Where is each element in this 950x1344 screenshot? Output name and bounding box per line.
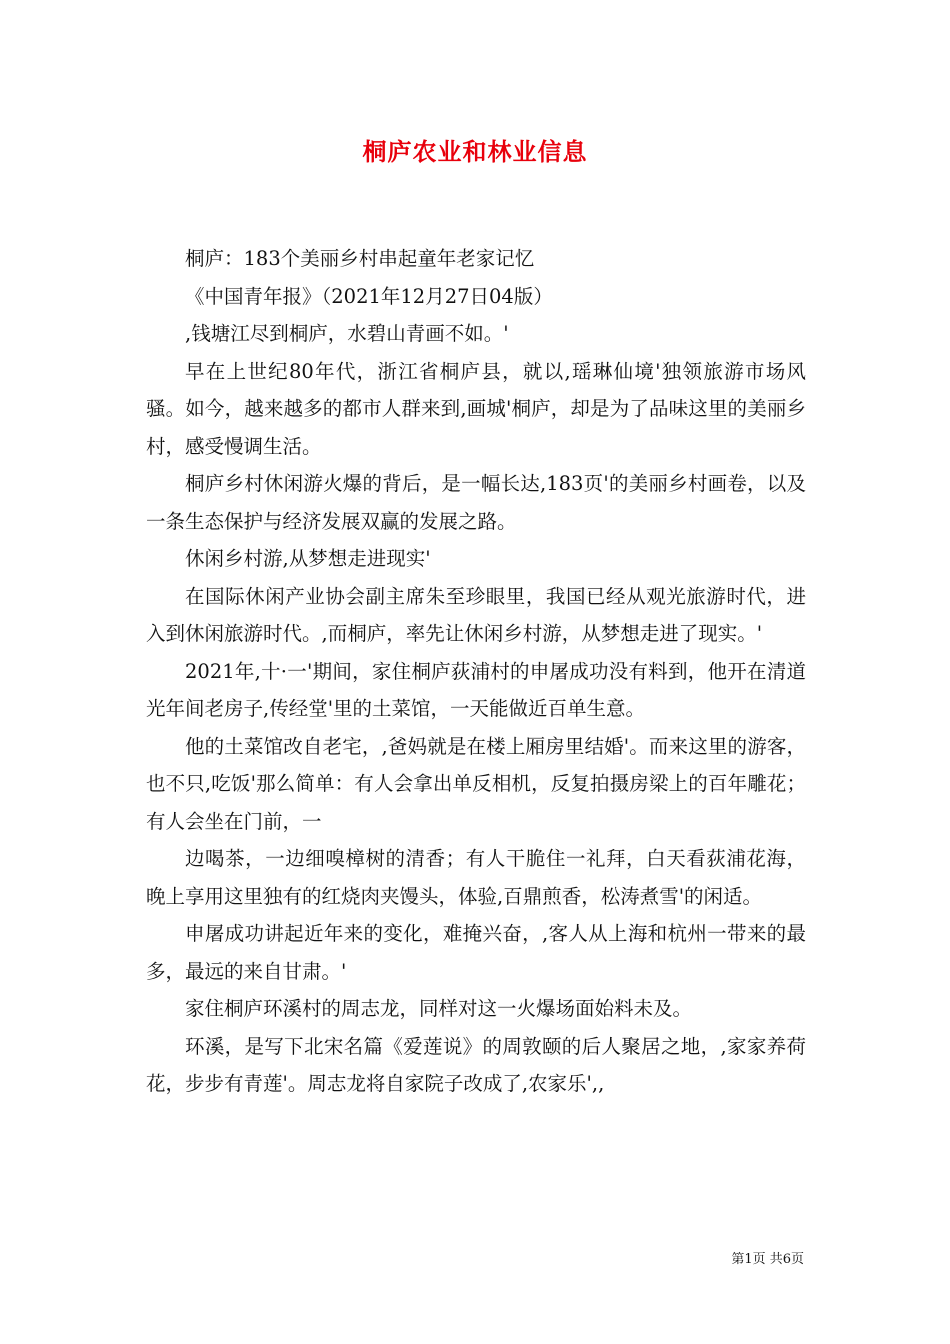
paragraph: 2021年,十·一'期间，家住桐庐荻浦村的申屠成功没有料到，他开在清道光年间老房子,传经堂'里的土菜馆，一天能做近百单生意。 xyxy=(146,659,806,720)
paragraph: 环溪，是写下北宋名篇《爱莲说》的周敦颐的后人聚居之地，,家家养荷花，步步有青莲'。周志龙将自家院子改成了,农家乐',, xyxy=(146,1034,806,1095)
paragraph: 他的土菜馆改自老宅，,爸妈就是在楼上厢房里结婚'。而来这里的游客，也不只,吃饭'那么简单：有人会拿出单反相机，反复拍摄房梁上的百年雕花；有人会坐在门前，一 xyxy=(146,734,806,833)
paragraph-source: 《中国青年报》（2021年12月27日04版） xyxy=(185,284,553,308)
document-title: 桐庐农业和林业信息 xyxy=(362,138,588,166)
paragraph-headline: 桐庐：183个美丽乡村串起童年老家记忆 xyxy=(185,247,535,270)
paragraph-quote: ,钱塘江尽到桐庐，水碧山青画不如。' xyxy=(185,322,509,345)
paragraph: 桐庐乡村休闲游火爆的背后，是一幅长达,183页'的美丽乡村画卷，以及一条生态保护与经济发展双赢的发展之路。 xyxy=(146,472,806,533)
paragraph: 在国际休闲产业协会副主席朱至珍眼里，我国已经从观光旅游时代，进入到休闲旅游时代。,而桐庐，率先让休闲乡村游，从梦想走进了现实。' xyxy=(146,584,806,645)
paragraph: 家住桐庐环溪村的周志龙，同样对这一火爆场面始料未及。 xyxy=(185,997,693,1020)
paragraph-subheading: 休闲乡村游,从梦想走进现实' xyxy=(185,547,431,570)
paragraph: 申屠成功讲起近年来的变化，难掩兴奋，,客人从上海和杭州一带来的最多，最远的来自甘肃。' xyxy=(146,922,806,983)
paragraph: 早在上世纪80年代，浙江省桐庐县，就以,瑶琳仙境'独领旅游市场风骚。如今，越来越多的都市人群来到,画城'桐庐，却是为了品味这里的美丽乡村，感受慢调生活。 xyxy=(146,359,806,458)
document-body xyxy=(146,240,806,1103)
page-number: 第1页 共6页 xyxy=(731,1252,804,1267)
paragraph: 边喝茶，一边细嗅樟树的清香；有人干脆住一礼拜，白天看荻浦花海，晚上享用这里独有的红烧肉夹馒头，体验,百鼎煎香，松涛煮雪'的闲适。 xyxy=(146,847,806,908)
